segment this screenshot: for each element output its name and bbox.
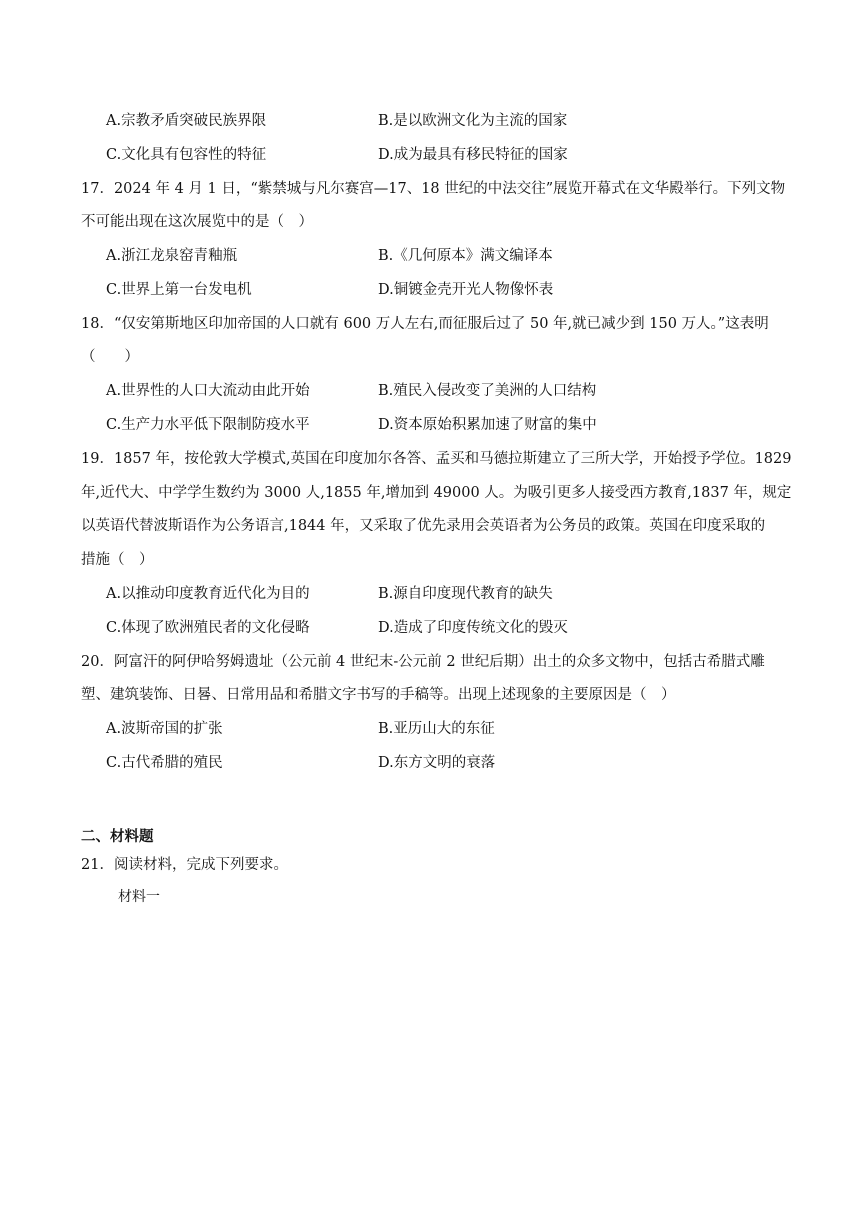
- q17-option-d: D.铜镀金壳开光人物像怀表: [378, 282, 554, 298]
- q17-option-c: C.世界上第一台发电机: [106, 282, 252, 298]
- q16-option-a: A.宗教矛盾突破民族界限: [106, 113, 267, 129]
- q16-option-c: C.文化具有包容性的特征: [106, 147, 267, 163]
- q17-option-a: A.浙江龙泉窑青釉瓶: [106, 248, 238, 264]
- q17-option-b: B.《几何原本》满文编译本: [378, 248, 553, 264]
- q20-stem-line-2: 塑、建筑装饰、日晷、日常用品和希腊文字书写的手稿等。出现上述现象的主要原因是（ ）: [81, 687, 676, 703]
- q19-option-b: B.源自印度现代教育的缺失: [378, 586, 553, 602]
- q20-option-d: D.东方文明的衰落: [378, 755, 496, 771]
- q18-stem-line-1: 18．“仅安第斯地区印加帝国的人口就有 600 万人左右,而征服后过了 50 年,就已减少到 150 万人。”这表明: [81, 316, 769, 332]
- q16-option-b: B.是以欧洲文化为主流的国家: [378, 113, 568, 129]
- q18-stem-line-2: （ ）: [81, 349, 139, 365]
- q20-option-b: B.亚历山大的东征: [378, 721, 495, 737]
- q19-option-a: A.以推动印度教育近代化为目的: [106, 586, 310, 602]
- q18-option-d: D.资本原始积累加速了财富的集中: [378, 417, 597, 433]
- q18-option-a: A.世界性的人口大流动由此开始: [106, 383, 310, 399]
- q17-stem-line-2: 不可能出现在这次展览中的是（ ）: [81, 214, 313, 230]
- q18-option-c: C.生产力水平低下限制防疫水平: [106, 417, 310, 433]
- q19-stem-line-1: 19．1857 年，按伦敦大学模式,英国在印度加尔各答、孟买和马德拉斯建立了三所大学，开始授予学位。1829: [81, 451, 792, 467]
- q18-option-b: B.殖民入侵改变了美洲的人口结构: [378, 383, 597, 399]
- q20-option-c: C.古代希腊的殖民: [106, 755, 223, 771]
- q19-option-c: C.体现了欧洲殖民者的文化侵略: [106, 620, 310, 636]
- q21-stem-line-1: 21．阅读材料，完成下列要求。: [81, 857, 288, 873]
- q20-option-a: A.波斯帝国的扩张: [106, 721, 223, 737]
- q17-stem-line-1: 17．2024 年 4 月 1 日，“紫禁城与凡尔赛宫—17、18 世纪的中法交往”展览开幕式在文华殿举行。下列文物: [81, 181, 786, 197]
- q20-stem-line-1: 20．阿富汗的阿伊哈努姆遗址（公元前 4 世纪末-公元前 2 世纪后期）出土的众多文物中，包括古希腊式雕: [81, 654, 765, 670]
- material-label: 材料一: [118, 889, 160, 905]
- section-heading: 二、材料题: [81, 829, 154, 845]
- q19-stem-line-3: 以英语代替波斯语作为公务语言,1844 年，又采取了优先录用会英语者为公务员的政策。英国在印度采取的: [81, 518, 766, 534]
- q19-stem-line-2: 年,近代大、中学学生数约为 3000 人,1855 年,增加到 49000 人。为吸引更多人接受西方教育,1837 年，规定: [81, 485, 792, 501]
- q16-option-d: D.成为最具有移民特征的国家: [378, 147, 568, 163]
- q19-option-d: D.造成了印度传统文化的毁灭: [378, 620, 568, 636]
- q19-stem-line-4: 措施（ ）: [81, 552, 154, 568]
